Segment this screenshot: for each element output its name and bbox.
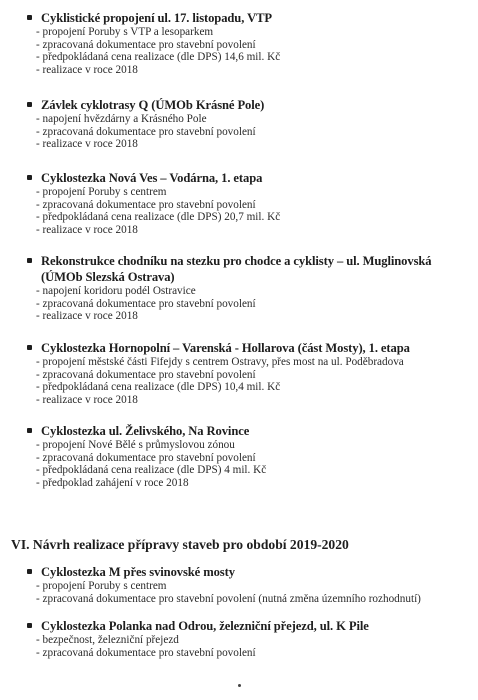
project-detail: - zpracovaná dokumentace pro stavební povolení (nutná změna územního rozhodnutí) (36, 593, 467, 606)
project-item (22, 253, 467, 323)
project-detail: - realizace v roce 2018 (36, 224, 467, 237)
bullet-icon (27, 102, 32, 107)
project-item (22, 170, 467, 237)
project-detail: - předpoklad zahájení v roce 2018 (36, 477, 467, 490)
project-item (22, 97, 467, 151)
bullet-icon (27, 428, 32, 433)
project-title: Cyklistické propojení ul. 17. listopadu, VTP (22, 10, 467, 26)
bullet-icon (27, 623, 32, 628)
project-detail: - napojení koridoru podél Ostravice (36, 285, 467, 298)
project-detail: - propojení Nové Bělé s průmyslovou zónou (36, 439, 467, 452)
project-detail: - zpracovaná dokumentace pro stavební povolení (36, 452, 467, 465)
project-detail: - předpokládaná cena realizace (dle DPS) 20,7 mil. Kč (36, 211, 467, 224)
project-title: Závlek cyklotrasy Q (ÚMOb Krásné Pole) (22, 97, 467, 113)
project-title: Cyklostezka ul. Želivského, Na Rovince (22, 423, 467, 439)
project-item (22, 618, 467, 659)
project-detail: - zpracovaná dokumentace pro stavební povolení (36, 369, 467, 382)
project-item (22, 340, 467, 407)
project-detail: - zpracovaná dokumentace pro stavební povolení (36, 298, 467, 311)
scan-speck (238, 684, 241, 687)
project-title: Cyklostezka Polanka nad Odrou, železniční přejezd, ul. K Pile (22, 618, 467, 634)
project-title: Cyklostezka M přes svinovské mosty (22, 564, 467, 580)
project-detail: - bezpečnost, železniční přejezd (36, 634, 467, 647)
project-item (22, 564, 467, 605)
project-detail: - napojení hvězdárny a Krásného Pole (36, 113, 467, 126)
bullet-icon (27, 345, 32, 350)
project-title: Cyklostezka Nová Ves – Vodárna, 1. etapa (22, 170, 467, 186)
project-detail: - zpracovaná dokumentace pro stavební povolení (36, 647, 467, 660)
project-detail: - zpracovaná dokumentace pro stavební povolení (36, 39, 467, 52)
section-heading: VI. Návrh realizace přípravy staveb pro období 2019-2020 (11, 537, 349, 552)
project-detail: - předpokládaná cena realizace (dle DPS) 4 mil. Kč (36, 464, 467, 477)
project-detail: - propojení městské části Fifejdy s centrem Ostravy, přes most na ul. Poděbradova (36, 356, 467, 369)
bullet-icon (27, 15, 32, 20)
project-title: Cyklostezka Hornopolní – Varenská - Hollarova (část Mosty), 1. etapa (22, 340, 467, 356)
project-detail: - zpracovaná dokumentace pro stavební povolení (36, 199, 467, 212)
project-detail: - propojení Poruby s centrem (36, 580, 467, 593)
project-detail: - předpokládaná cena realizace (dle DPS) 10,4 mil. Kč (36, 381, 467, 394)
project-detail: - zpracovaná dokumentace pro stavební povolení (36, 126, 467, 139)
project-item (22, 10, 467, 77)
project-detail: - realizace v roce 2018 (36, 394, 467, 407)
project-detail: - propojení Poruby s centrem (36, 186, 467, 199)
bullet-icon (27, 258, 32, 263)
project-detail: - realizace v roce 2018 (36, 310, 467, 323)
bullet-icon (27, 175, 32, 180)
project-detail: - propojení Poruby s VTP a lesoparkem (36, 26, 467, 39)
project-detail: - realizace v roce 2018 (36, 64, 467, 77)
project-title: Rekonstrukce chodníku na stezku pro chodce a cyklisty – ul. Muglinovská (ÚMOb Slezská Ostrava) (22, 253, 467, 285)
bullet-icon (27, 569, 32, 574)
project-detail: - realizace v roce 2018 (36, 138, 467, 151)
project-item (22, 423, 467, 490)
project-detail: - předpokládaná cena realizace (dle DPS) 14,6 mil. Kč (36, 51, 467, 64)
